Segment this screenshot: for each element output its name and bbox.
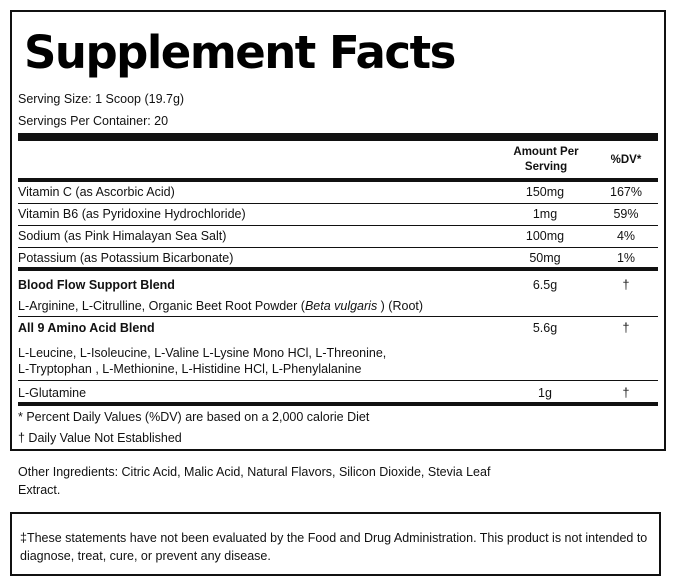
nutrient-amount: 150mg [525, 185, 565, 199]
glutamine-dv: † [622, 386, 630, 400]
row-divider [18, 247, 658, 248]
row-divider [18, 316, 658, 317]
row-divider [18, 203, 658, 204]
panel-title: Supplement Facts [24, 26, 455, 79]
blend-ingredients-line: L-Tryptophan , L-Methionine, L-Histidine HCl, L-Phenylalanine [18, 362, 362, 376]
nutrient-amount: 1mg [532, 207, 558, 221]
glutamine-name: L-Glutamine [18, 386, 87, 400]
header-divider [18, 178, 658, 182]
nutrient-name: Vitamin C (as Ascorbic Acid) [18, 185, 175, 199]
supplement-facts-panel [10, 10, 666, 451]
nutrient-name: Potassium (as Potassium Bicarbonate) [18, 251, 234, 265]
blend-amount: 6.5g [532, 278, 558, 292]
nutrient-dv: 59% [613, 207, 639, 221]
thick-divider [18, 133, 658, 141]
blend-name: Blood Flow Support Blend [18, 278, 175, 292]
fda-disclaimer: ‡These statements have not been evaluated by the Food and Drug Administration. This product is not intended to diagnose, treat, cure, or prevent any disease. [10, 512, 661, 576]
footnote-divider [18, 402, 658, 406]
blend-ingredients: L-Arginine, L-Citrulline, Organic Beet Root Powder (Beta vulgaris ) (Root) [18, 299, 424, 313]
nutrient-name: Vitamin B6 (as Pyridoxine Hydrochloride) [18, 207, 246, 221]
row-divider [18, 225, 658, 226]
dv-header: %DV* [610, 154, 642, 166]
blend-name: All 9 Amino Acid Blend [18, 321, 155, 335]
blend-dv: † [622, 321, 630, 335]
blend-amount: 5.6g [532, 321, 558, 335]
nutrient-dv: 1% [616, 251, 636, 265]
nutrient-amount: 50mg [529, 251, 561, 265]
row-divider [18, 380, 658, 381]
blend-dv: † [622, 278, 630, 292]
blend-ingredients-line: L-Leucine, L-Isoleucine, L-Valine L-Lysine Mono HCl, L-Threonine, [18, 346, 387, 360]
glutamine-amount: 1g [538, 386, 552, 400]
serving-size: Serving Size: 1 Scoop (19.7g) [18, 92, 185, 106]
nutrient-dv: 167% [610, 185, 642, 199]
footnote-dagger: † Daily Value Not Established [18, 431, 182, 445]
footnote-dv: * Percent Daily Values (%DV) are based on a 2,000 calorie Diet [18, 410, 370, 424]
servings-per-container: Servings Per Container: 20 [18, 114, 169, 128]
section-divider [18, 267, 658, 271]
nutrient-name: Sodium (as Pink Himalayan Sea Salt) [18, 229, 227, 243]
other-ingredients: Other Ingredients: Citric Acid, Malic Acid, Natural Flavors, Silicon Dioxide, Stevia Leaf Extract. [18, 465, 491, 497]
amount-per-serving-header: Amount Per Serving [513, 146, 579, 173]
nutrient-dv: 4% [616, 229, 636, 243]
nutrient-amount: 100mg [525, 229, 565, 243]
